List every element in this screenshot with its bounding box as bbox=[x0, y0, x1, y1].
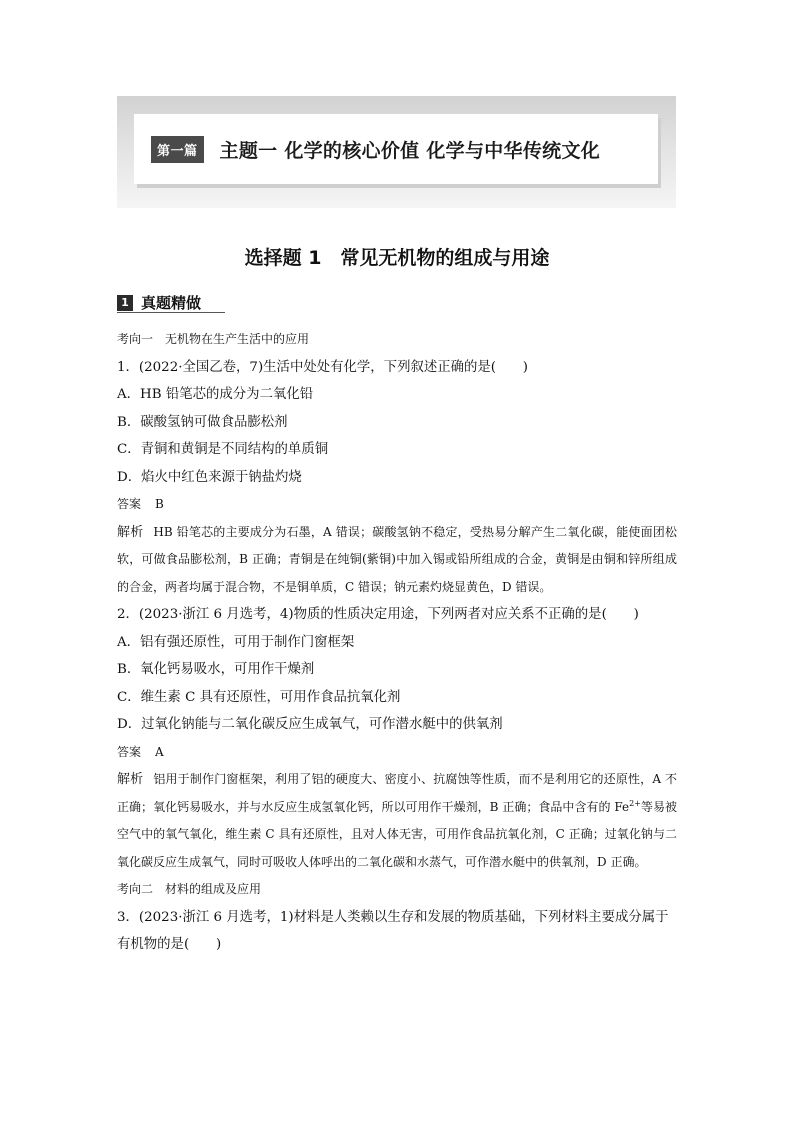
topic-title: 主题一 化学的核心价值 化学与中华传统文化 bbox=[219, 139, 601, 162]
question-1-option-a: A．HB 铅笔芯的成分为二氧化铅 bbox=[117, 387, 314, 402]
question-2-option-d: D．过氧化钠能与二氧化碳反应生成氧气，可作潜水艇中的供氧剂 bbox=[117, 717, 503, 732]
direction-heading-2: 考向二 材料的组成及应用 bbox=[117, 882, 262, 896]
analysis-text-part1: 铝用于制作门窗框架，利用了铝的硬度大、密度小、抗腐蚀等性质，而不是利用它的还原性，A 不正确；氧化钙易吸水，并与水反应生成氢氧化钙，所以可用作干燥剂，B 正确；食品中含有的 Fe bbox=[117, 772, 677, 814]
zhenti-header bbox=[117, 292, 201, 313]
direction-heading-1: 考向一 无机物在生产生活中的应用 bbox=[117, 332, 310, 346]
analysis-label: 解析 bbox=[117, 772, 144, 787]
section-title: 选择题 1 常见无机物的组成与用途 bbox=[244, 247, 550, 269]
question-1-option-c: C．青铜和黄铜是不同结构的单质铜 bbox=[117, 442, 329, 457]
banner bbox=[134, 114, 658, 184]
question-2-answer bbox=[117, 739, 677, 767]
document-body bbox=[117, 326, 677, 959]
analysis-text-part2: 等易被空气中的氧气氧化，维生素 C 具有还原性，且对人体无害，可用作食品抗氧化剂，C 正确；过氧化钠与二氧化碳反应生成氧气，同时可吸收人体呼出的二氧化碳和水蒸气，可作潜水艇中的供氧剂，D 正确。 bbox=[117, 799, 677, 869]
analysis-label: 解析 bbox=[117, 524, 144, 540]
question-2-option-a: A．铝有强还原性，可用于制作门窗框架 bbox=[117, 634, 355, 650]
question-2-analysis bbox=[117, 766, 677, 876]
zhenti-label: 真题精做 bbox=[141, 294, 202, 312]
question-1-answer bbox=[117, 491, 677, 519]
answer-value: A bbox=[155, 744, 164, 759]
question-1-option-b: B．碳酸氢钠可做食品膨松剂 bbox=[117, 414, 288, 430]
ion-charge: 2+ bbox=[629, 798, 641, 808]
question-3-stem: 3．(2023·浙江 6 月选考，1)材料是人类赖以生存和发展的物质基础，下列材料主要成分属于有机物的是( ) bbox=[117, 909, 669, 952]
question-1-stem: 1．(2022·全国乙卷，7)生活中处处有化学，下列叙述正确的是( ) bbox=[117, 359, 529, 375]
analysis-text: HB 铅笔芯的主要成分为石墨，A 错误；碳酸氢钠不稳定，受热易分解产生二氧化碳，能使面团松软，可做食品膨松剂，B 正确；青铜是在纯铜(紫铜)中加入锡或铅所组成的合金，黄铜是由铜和锌所组成的合金，两者均属于混合物，不是铜单质，C 错误；钠元素灼烧显黄色，D 错误。 bbox=[117, 524, 677, 594]
question-1-analysis bbox=[117, 519, 677, 602]
section-number-icon: 1 bbox=[117, 295, 133, 311]
question-2-stem: 2．(2023·浙江 6 月选考，4)物质的性质决定用途，下列两者对应关系不正确的是( ) bbox=[117, 607, 639, 622]
question-2-option-b: B．氧化钙易吸水，可用作干燥剂 bbox=[117, 662, 315, 677]
answer-label: 答案 bbox=[117, 744, 142, 759]
answer-label: 答案 bbox=[117, 497, 142, 511]
zhenti-underline bbox=[117, 312, 225, 313]
part-badge: 第一篇 bbox=[151, 136, 204, 163]
question-1-option-d: D．焰火中红色来源于钠盐灼烧 bbox=[117, 469, 302, 485]
question-2-option-c: C．维生素 C 具有还原性，可用作食品抗氧化剂 bbox=[117, 689, 401, 705]
answer-value: B bbox=[155, 497, 164, 511]
